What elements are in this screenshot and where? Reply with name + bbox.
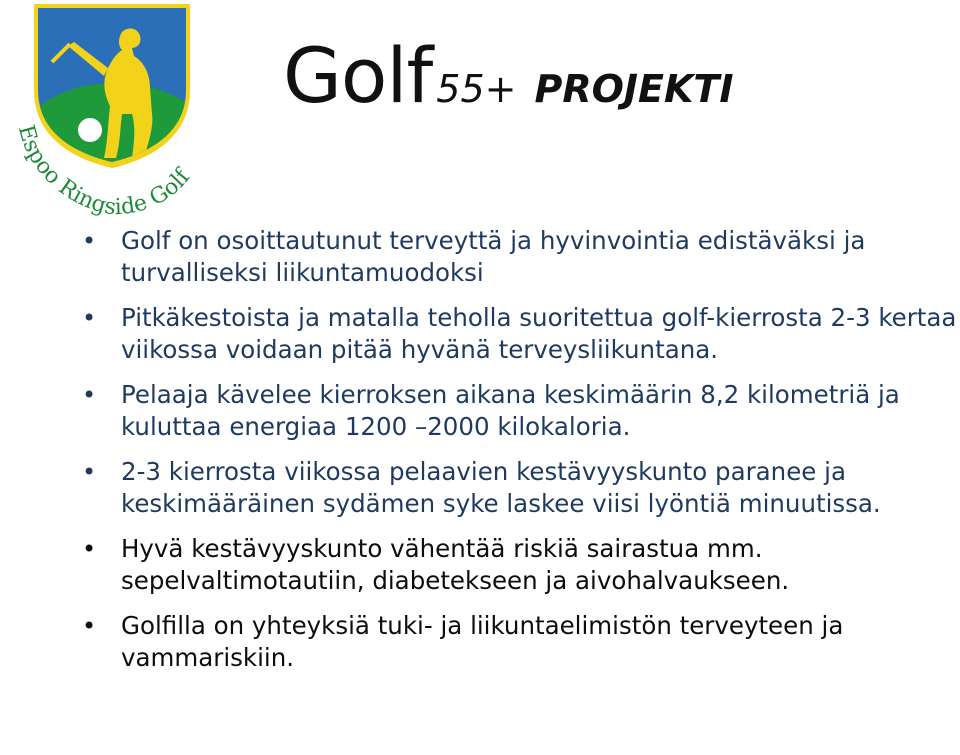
bullet-item-4 <box>78 456 958 520</box>
bullet-item-5 <box>78 533 958 597</box>
golfer-logo-icon <box>4 2 212 220</box>
bullet-text: Pelaaja kävelee kierroksen aikana keskimäärin 8,2 kilometriä ja kuluttaa energiaa 1200 –2000 kilokaloria. <box>121 380 900 441</box>
bullet-text: Hyvä kestävyyskunto vähentää riskiä sairastua mm. sepelvaltimotautiin, diabetekseen ja aivohalvaukseen. <box>121 534 790 595</box>
bullet-dot-icon: • <box>82 458 97 486</box>
bullet-item-6 <box>78 610 958 674</box>
bullet-text: 2-3 kierrosta viikossa pelaavien kestävyyskunto paranee ja keskimääräinen sydämen syke laskee viisi lyöntiä minuutissa. <box>121 457 881 518</box>
espoo-ringside-golf-logo <box>4 2 212 220</box>
page-title <box>283 31 734 120</box>
bullet-item-2 <box>78 302 958 366</box>
bullet-item-1 <box>78 225 958 289</box>
bullet-dot-icon: • <box>82 304 97 332</box>
title-projekti: PROJEKTI <box>534 67 734 111</box>
bullet-dot-icon: • <box>82 612 97 640</box>
bullet-dot-icon: • <box>82 535 97 563</box>
bullet-dot-icon: • <box>82 381 97 409</box>
bullet-list <box>78 225 958 687</box>
bullet-item-3 <box>78 379 958 443</box>
logo-text: Espoo Ringside Golf <box>12 122 196 220</box>
bullet-text: Pitkäkestoista ja matalla teholla suoritettua golf-kierrosta 2-3 kertaa viikossa voidaan pitää hyvänä terveysliikuntana. <box>121 303 957 364</box>
title-golf: Golf <box>283 31 433 120</box>
bullet-text: Golf on osoittautunut terveyttä ja hyvinvointia edistäväksi ja turvalliseksi liikuntamuodoksi <box>121 226 866 287</box>
title-55plus: 55+ <box>436 67 517 111</box>
bullet-dot-icon: • <box>82 227 97 255</box>
bullet-text: Golfilla on yhteyksiä tuki- ja liikuntaelimistön terveyteen ja vammariskiin. <box>121 611 844 672</box>
